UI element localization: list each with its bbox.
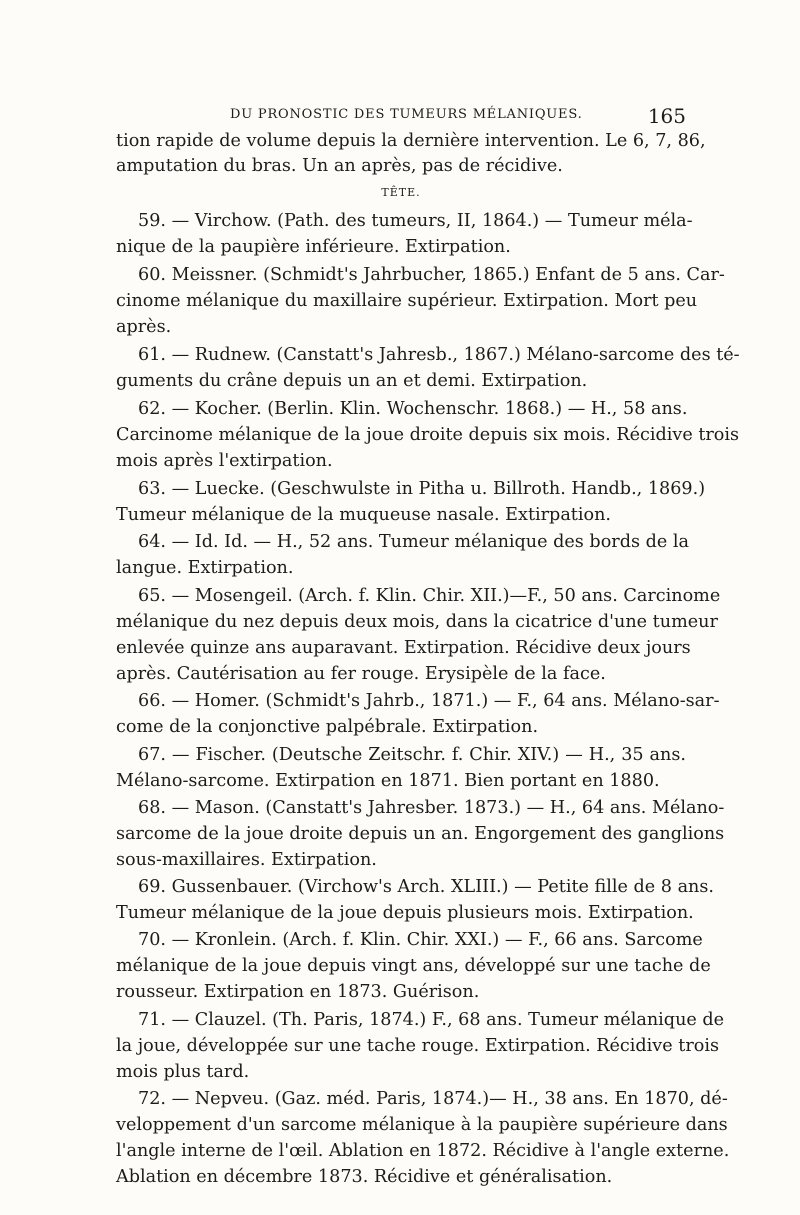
text-line: 63. — Luecke. (Geschwulste in Pitha u. Billroth. Handb., 1869.)	[138, 479, 706, 499]
text-line: 69. Gussenbauer. (Virchow's Arch. XLIII.) — Petite fille de 8 ans.	[138, 877, 715, 897]
text-line: 67. — Fischer. (Deutsche Zeitschr. f. Chir. XIV.) — H., 35 ans.	[138, 745, 686, 765]
running-title: DU PRONOSTIC DES TUMEURS MÉLANIQUES.	[230, 107, 583, 122]
text-line: l'angle interne de l'œil. Ablation en 1872. Récidive à l'angle externe.	[116, 1141, 730, 1161]
text-line: guments du crâne depuis un an et demi. Extirpation.	[116, 371, 588, 391]
text-line: tion rapide de volume depuis la dernière intervention. Le 6, 7, 86,	[116, 131, 706, 151]
text-line: Tumeur mélanique de la joue depuis plusieurs mois. Extirpation.	[116, 903, 694, 923]
text-line: enlevée quinze ans auparavant. Extirpation. Récidive deux jours	[116, 638, 691, 658]
text-line: mois après l'extirpation.	[116, 451, 333, 471]
text-line: nique de la paupière inférieure. Extirpation.	[116, 237, 511, 257]
text-line: mélanique de la joue depuis vingt ans, développé sur une tache de	[116, 956, 711, 976]
text-line: Mélano-sarcome. Extirpation en 1871. Bien portant en 1880.	[116, 771, 660, 791]
text-line: 59. — Virchow. (Path. des tumeurs, II, 1864.) — Tumeur méla-	[138, 211, 693, 231]
text-line: mélanique du nez depuis deux mois, dans la cicatrice d'une tumeur	[116, 612, 718, 632]
text-line: 71. — Clauzel. (Th. Paris, 1874.) F., 68 ans. Tumeur mélanique de	[138, 1010, 725, 1030]
section-heading: TÊTE.	[381, 186, 421, 199]
text-line: 62. — Kocher. (Berlin. Klin. Wochenschr. 1868.) — H., 58 ans.	[138, 399, 688, 419]
text-line: 64. — Id. Id. — H., 52 ans. Tumeur mélanique des bords de la	[138, 532, 689, 552]
text-line: amputation du bras. Un an après, pas de récidive.	[116, 156, 563, 176]
text-line: 61. — Rudnew. (Canstatt's Jahresb., 1867.) Mélano-sarcome des té-	[138, 345, 740, 365]
page-number: 165	[647, 104, 686, 128]
text-line: 60. Meissner. (Schmidt's Jahrbucher, 1865.) Enfant de 5 ans. Car-	[138, 265, 725, 285]
text-line: Carcinome mélanique de la joue droite depuis six mois. Récidive trois	[116, 425, 740, 445]
text-line: sarcome de la joue droite depuis un an. Engorgement des ganglions	[116, 824, 725, 844]
text-line: 70. — Kronlein. (Arch. f. Klin. Chir. XXI.) — F., 66 ans. Sarcome	[138, 930, 703, 950]
page-header	[118, 104, 686, 128]
text-line: 72. — Nepveu. (Gaz. méd. Paris, 1874.)— H., 38 ans. En 1870, dé-	[138, 1089, 728, 1109]
text-line: langue. Extirpation.	[116, 558, 294, 578]
text-line: Ablation en décembre 1873. Récidive et généralisation.	[116, 1167, 613, 1187]
text-line: après.	[116, 317, 172, 337]
text-line: sous-maxillaires. Extirpation.	[116, 850, 377, 870]
text-line: 65. — Mosengeil. (Arch. f. Klin. Chir. XII.)—F., 50 ans. Carcinome	[138, 586, 721, 606]
text-line: cinome mélanique du maxillaire supérieur. Extirpation. Mort peu	[116, 291, 698, 311]
text-line: mois plus tard.	[116, 1062, 250, 1082]
text-line: rousseur. Extirpation en 1873. Guérison.	[116, 982, 480, 1002]
text-line: la joue, développée sur une tache rouge. Extirpation. Récidive trois	[116, 1036, 719, 1056]
text-line: 68. — Mason. (Canstatt's Jahresber. 1873.) — H., 64 ans. Mélano-	[138, 798, 725, 818]
text-line: veloppement d'un sarcome mélanique à la paupière supérieure dans	[116, 1115, 728, 1135]
text-line: après. Cautérisation au fer rouge. Erysipèle de la face.	[116, 664, 606, 684]
text-line: 66. — Homer. (Schmidt's Jahrb., 1871.) — F., 64 ans. Mélano-sar-	[138, 691, 720, 711]
text-line: Tumeur mélanique de la muqueuse nasale. Extirpation.	[116, 505, 612, 525]
text-line: come de la conjonctive palpébrale. Extirpation.	[116, 717, 539, 737]
